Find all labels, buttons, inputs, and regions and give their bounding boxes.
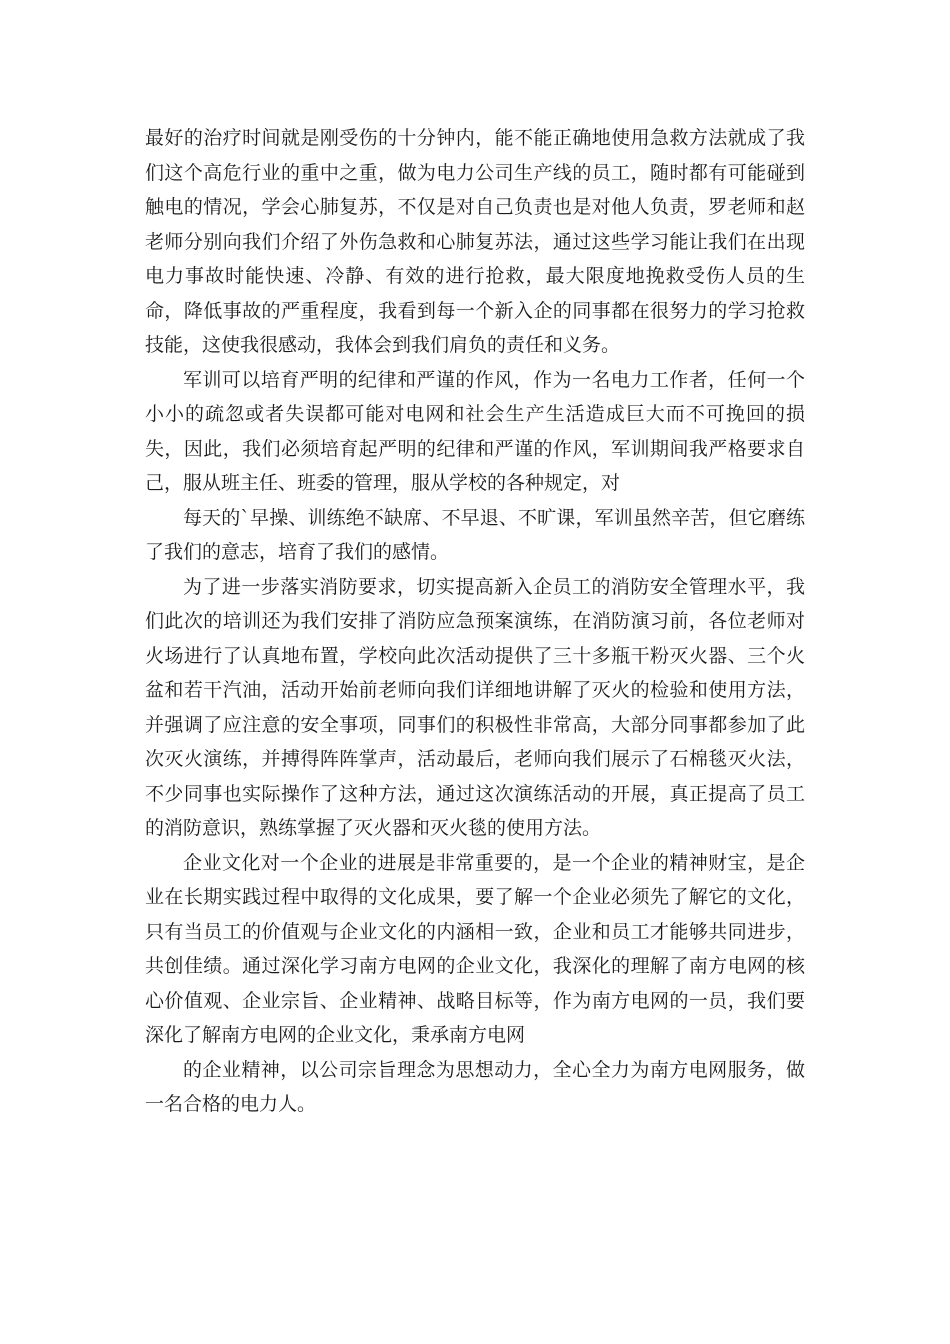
paragraph-conclusion: 的企业精神，以公司宗旨理念为思想动力，全心全力为南方电网服务，做一名合格的电力人。 (145, 1058, 805, 1115)
document-body (145, 121, 805, 1122)
paragraph-corporate-culture: 企业文化对一个企业的进展是非常重要的，是一个企业的精神财宝，是企业在长期实践过程中取得的文化成果，要了解一个企业必须先了解它的文化，只有当员工的价值观与企业文化的内涵相一致，企业和员工才能够共同进步，共创佳绩。通过深化学习南方电网的企业文化，我深化的理解了南方电网的核心价值观、企业宗旨、企业精神、战略目标等，作为南方电网的一员，我们要深化了解南方电网的企业文化，秉承南方电网 (145, 851, 805, 1046)
paragraph-first-aid: 最好的治疗时间就是刚受伤的十分钟内，能不能正确地使用急救方法就成了我们这个高危行业的重中之重，做为电力公司生产线的员工，随时都有可能碰到触电的情况，学会心肺复苏，不仅是对自己负责也是对他人负责，罗老师和赵老师分别向我们介绍了外伤急救和心肺复苏法，通过这些学习能让我们在出现电力事故时能快速、冷静、有效的进行抢救，最大限度地挽救受伤人员的生命，降低事故的严重程度，我看到每一个新入企的同事都在很努力的学习抢救技能，这使我很感动，我体会到我们肩负的责任和义务。 (145, 127, 805, 356)
paragraph-military-training: 军训可以培育严明的纪律和严谨的作风，作为一名电力工作者，任何一个小小的疏忽或者失误都可能对电网和社会生产生活造成巨大而不可挽回的损失，因此，我们必须培育起严明的纪律和严谨的作风，军训期间我严格要求自己，服从班主任、班委的管理，服从学校的各种规定，对 (145, 368, 805, 494)
paragraph-daily-drills: 每天的`早操、训练绝不缺席、不早退、不旷课，军训虽然辛苦，但它磨练了我们的意志，培育了我们的感情。 (145, 506, 805, 563)
paragraph-fire-drill: 为了进一步落实消防要求，切实提高新入企员工的消防安全管理水平，我们此次的培训还为我们安排了消防应急预案演练，在消防演习前，各位老师对火场进行了认真地布置，学校向此次活动提供了三十多瓶干粉灭火器、三个火盆和若干汽油，活动开始前老师向我们详细地讲解了灭火的检验和使用方法，并强调了应注意的安全事项，同事们的积极性非常高，大部分同事都参加了此次灭火演练，并搏得阵阵掌声，活动最后，老师向我们展示了石棉毯灭火法，不少同事也实际操作了这种方法，通过这次演练活动的开展，真正提高了员工的消防意识，熟练掌握了灭火器和灭火毯的使用方法。 (145, 575, 805, 839)
